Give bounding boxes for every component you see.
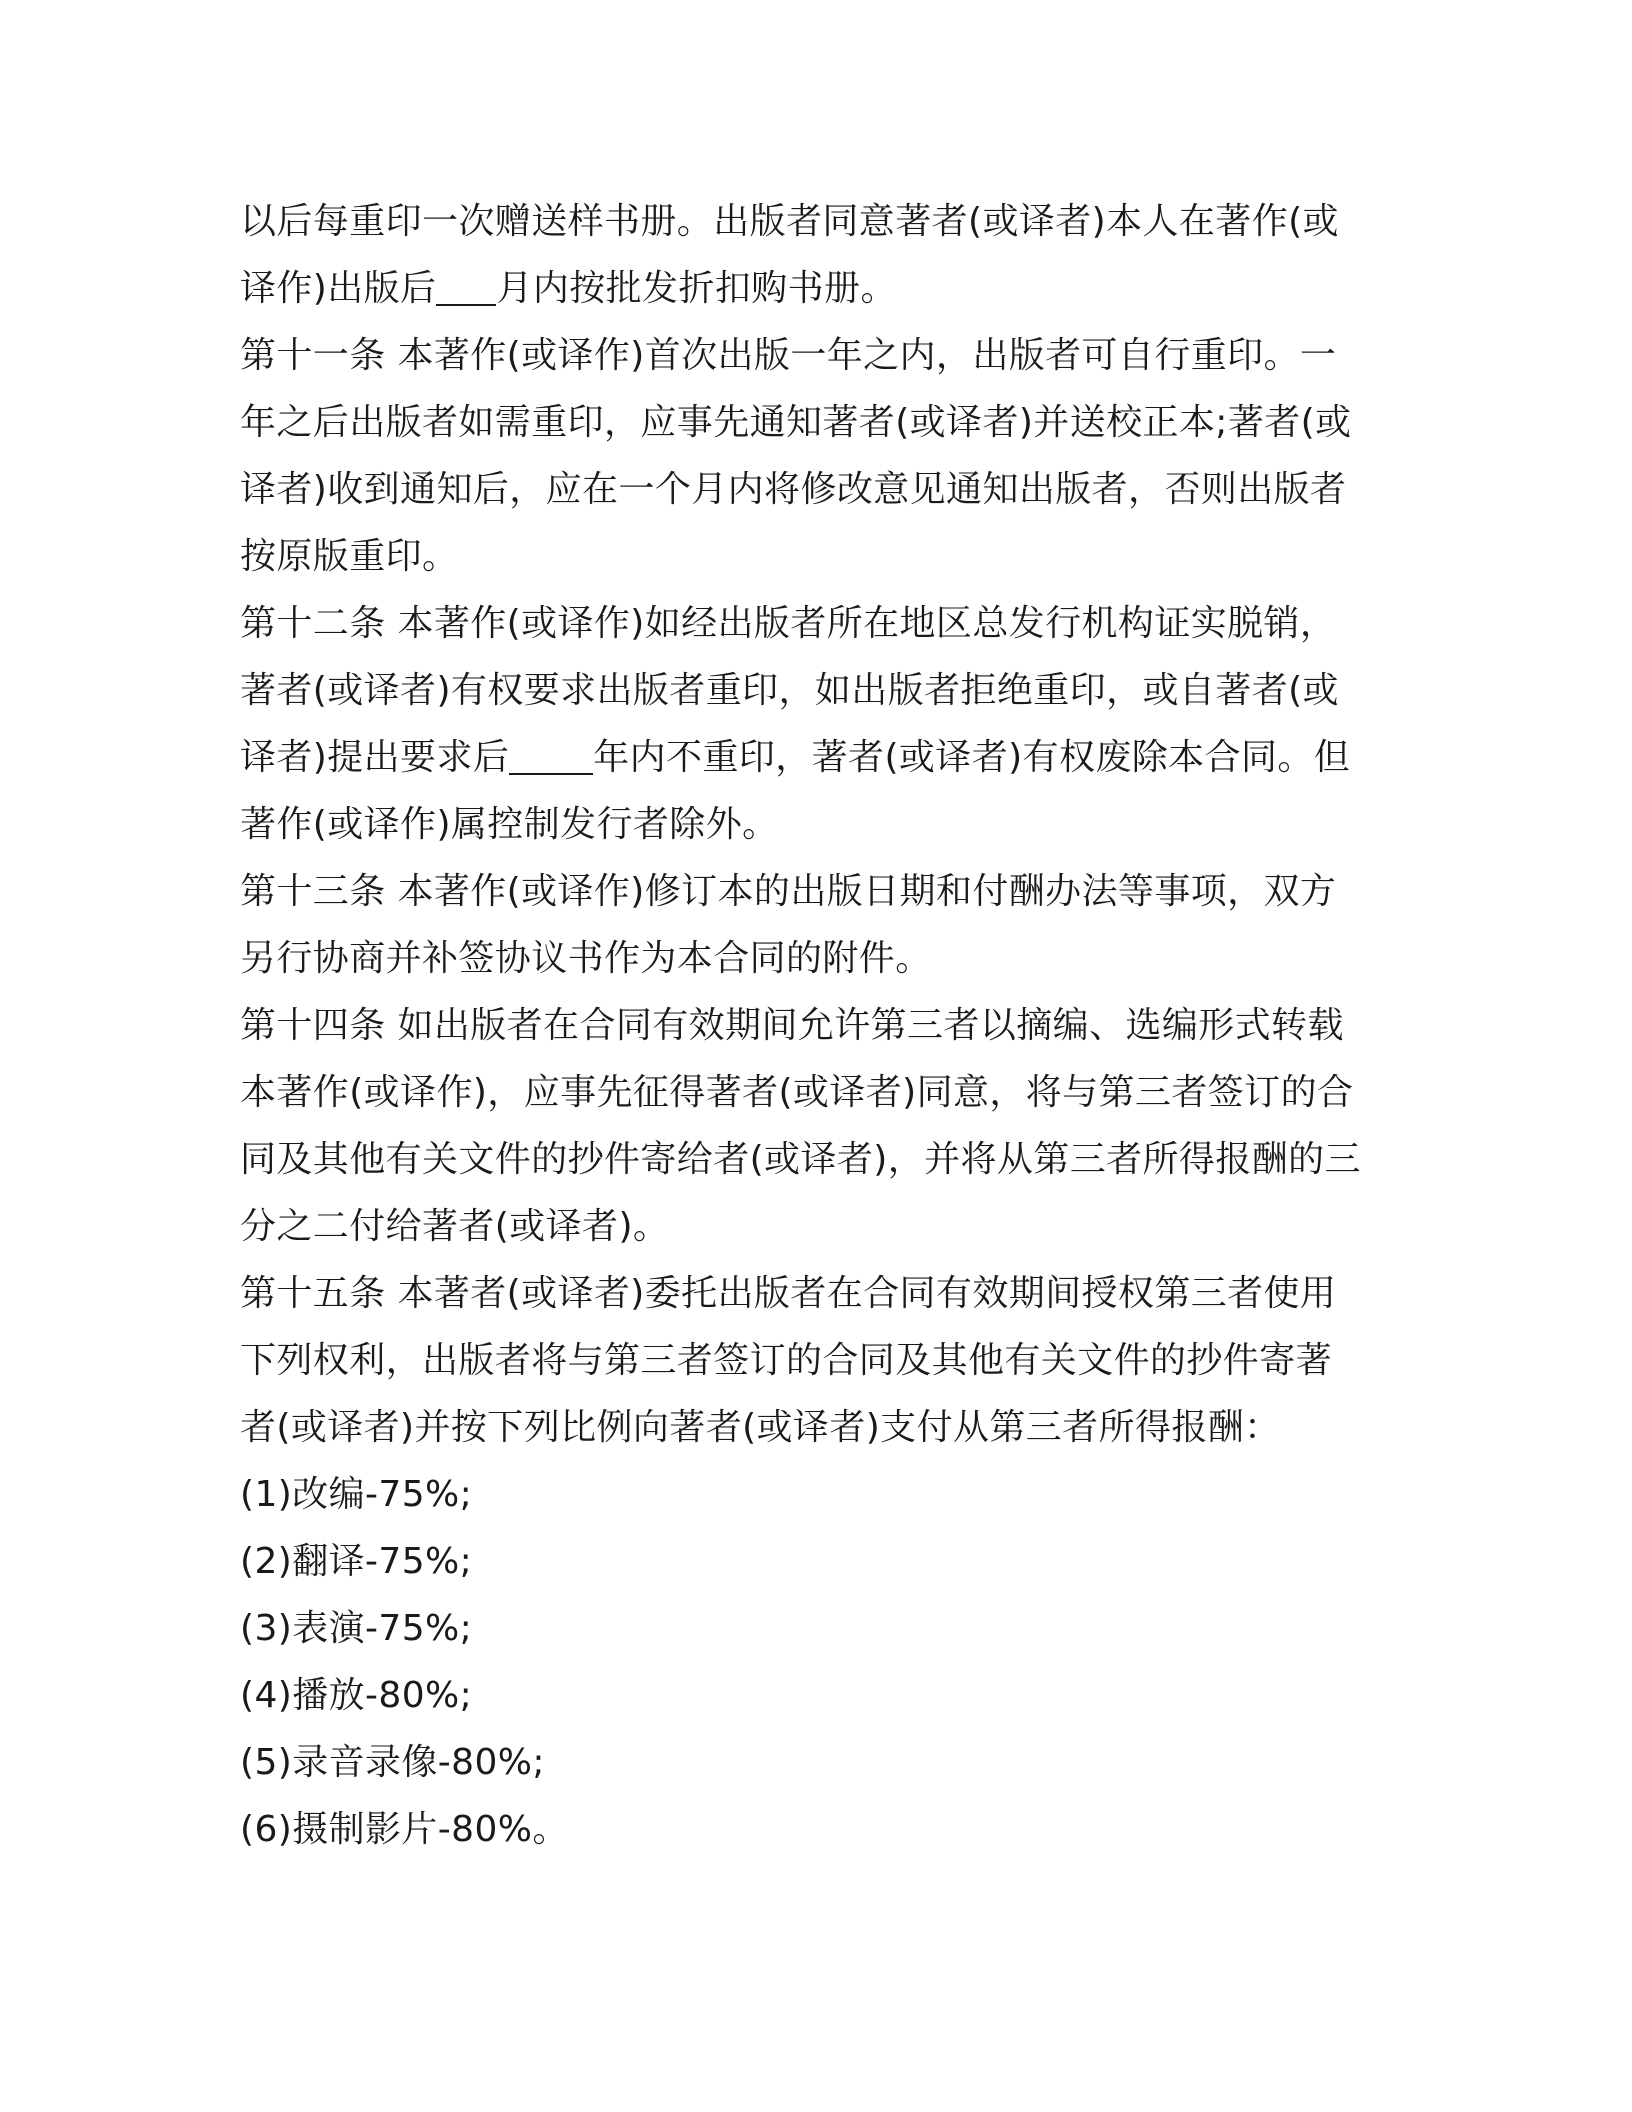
list-item: (2)翻译-75%;: [240, 1541, 473, 1582]
text-line: 分之二付给著者(或译者)。: [240, 1206, 670, 1247]
text-line: 著者(或译者)有权要求出版者重印，如出版者拒绝重印，或自著者(或: [240, 670, 1339, 711]
text-line: 著作(或译作)属控制发行者除外。: [240, 804, 779, 845]
text-line: 另行协商并补签协议书作为本合同的附件。: [240, 938, 932, 979]
text-line: 译者)收到通知后，应在一个月内将修改意见通知出版者，否则出版者: [240, 469, 1347, 510]
text-line: 译作)出版后 月内按批发折扣购书册。: [240, 255, 1400, 322]
text-line: 以后每重印一次赠送样书册。出版者同意著者(或译者)本人在著作(或: [240, 201, 1339, 242]
list-item: (1)改编-75%;: [240, 1474, 473, 1515]
list-item: (5)录音录像-80%;: [240, 1742, 545, 1783]
article-13-line: 第十三条 本著作(或译作)修订本的出版日期和付酬办法等事项，双方: [240, 871, 1337, 912]
text-line: 本著作(或译作)，应事先征得著者(或译者)同意，将与第三者签订的合: [240, 1072, 1354, 1113]
text-line: 年之后出版者如需重印，应事先通知著者(或译者)并送校正本;著者(或: [240, 402, 1352, 443]
fill-in-blank: [436, 264, 496, 306]
article-15-line: 第十五条 本著者(或译者)委托出版者在合同有效期间授权第三者使用: [240, 1273, 1337, 1314]
text-line: 者(或译者)并按下列比例向著者(或译者)支付从第三者所得报酬：: [240, 1407, 1281, 1448]
text-line: 译者)提出要求后 年内不重印，著者(或译者)有权废除本合同。但: [240, 724, 1400, 791]
document-body: [240, 188, 1400, 1863]
text-line: 下列权利，出版者将与第三者签订的合同及其他有关文件的抄件寄著: [240, 1340, 1333, 1381]
text-line: 按原版重印。: [240, 536, 459, 577]
list-item: (6)摄制影片-80%。: [240, 1809, 569, 1850]
article-11-line: 第十一条 本著作(或译作)首次出版一年之内，出版者可自行重印。一: [240, 335, 1337, 376]
article-12-line: 第十二条 本著作(或译作)如经出版者所在地区总发行机构证实脱销，: [240, 603, 1337, 644]
text-line: 同及其他有关文件的抄件寄给者(或译者)，并将从第三者所得报酬的三: [240, 1139, 1361, 1180]
fill-in-blank: [509, 733, 593, 775]
list-item: (4)播放-80%;: [240, 1675, 473, 1716]
list-item: (3)表演-75%;: [240, 1608, 473, 1649]
article-14-line: 第十四条 如出版者在合同有效期间允许第三者以摘编、选编形式转载: [240, 1005, 1344, 1046]
